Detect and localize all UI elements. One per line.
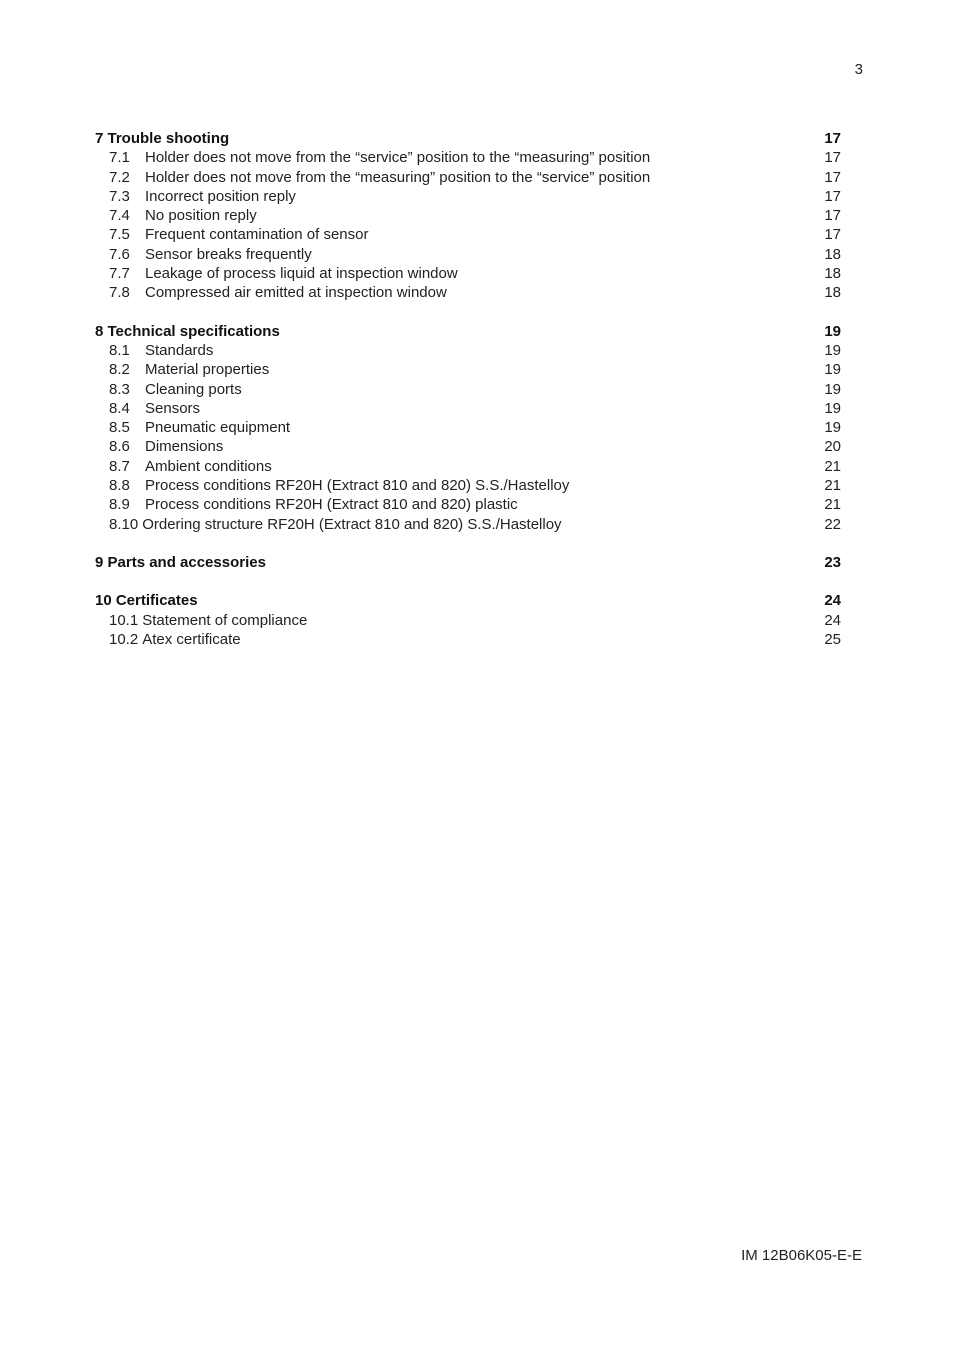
toc-entry-page: 18 xyxy=(824,265,841,283)
toc-entry[interactable] xyxy=(95,283,841,302)
toc-entry-page: 19 xyxy=(824,380,841,398)
toc-heading[interactable] xyxy=(95,322,841,341)
toc-entry[interactable] xyxy=(95,476,841,495)
toc-heading-title: 8 Technical specifications xyxy=(95,322,280,340)
toc-entry[interactable] xyxy=(95,418,841,437)
toc-entry-title: Standards xyxy=(145,341,214,359)
toc-entry[interactable] xyxy=(95,148,841,167)
toc-entry-page: 19 xyxy=(824,419,841,437)
toc-entry-title: No position reply xyxy=(145,207,257,225)
toc-entry[interactable] xyxy=(95,341,841,360)
toc-entry-number: 8.7 xyxy=(109,457,130,475)
toc-entry[interactable] xyxy=(95,611,841,630)
toc-entry[interactable] xyxy=(95,187,841,206)
toc-entry-title: Frequent contamination of sensor xyxy=(145,226,369,244)
toc-heading[interactable] xyxy=(95,553,841,572)
toc-entry-number: 7.3 xyxy=(109,187,130,205)
toc-entry-page: 18 xyxy=(824,284,841,302)
toc-section xyxy=(95,322,841,534)
toc-entry-number: 7.7 xyxy=(109,265,130,283)
document-code: IM 12B06K05-E-E xyxy=(741,1247,862,1264)
toc-entry-title: Atex certificate xyxy=(142,630,241,648)
toc-entry-number: 7.4 xyxy=(109,207,130,225)
toc-entry-title: Process conditions RF20H (Extract 810 and 820) plastic xyxy=(145,496,518,514)
toc-entry-page: 20 xyxy=(824,438,841,456)
toc-heading[interactable] xyxy=(95,591,841,610)
toc-entry-page: 25 xyxy=(824,630,841,648)
toc-entry-title: Incorrect position reply xyxy=(145,187,296,205)
toc-entry[interactable] xyxy=(95,206,841,225)
toc-entry-page: 17 xyxy=(824,149,841,167)
toc-entry-page: 21 xyxy=(824,496,841,514)
toc-entry-number: 10.2 xyxy=(109,630,139,648)
toc-entry[interactable] xyxy=(95,399,841,418)
toc-entry-number: 8.2 xyxy=(109,361,130,379)
toc-entry-number: 8.6 xyxy=(109,438,130,456)
toc-entry-page: 24 xyxy=(824,611,841,629)
toc-entry-title: Compressed air emitted at inspection window xyxy=(145,284,447,302)
toc-entry[interactable] xyxy=(95,495,841,514)
toc-entry-number: 8.9 xyxy=(109,496,130,514)
toc-entry[interactable] xyxy=(95,225,841,244)
toc-entry[interactable] xyxy=(95,437,841,456)
toc-entry-page: 19 xyxy=(824,361,841,379)
toc-entry[interactable] xyxy=(95,168,841,187)
toc-heading[interactable] xyxy=(95,129,841,148)
toc-entry-number: 8.10 xyxy=(109,515,139,533)
toc-heading-page: 19 xyxy=(824,322,841,340)
toc-entry[interactable] xyxy=(95,380,841,399)
toc-heading-page: 24 xyxy=(824,592,841,610)
page-number: 3 xyxy=(854,61,863,78)
toc-entry[interactable] xyxy=(95,264,841,283)
toc-section xyxy=(95,591,841,649)
toc-entry-number: 7.2 xyxy=(109,168,130,186)
toc-entry-title: Leakage of process liquid at inspection window xyxy=(145,265,458,283)
toc-entry[interactable] xyxy=(95,360,841,379)
toc-heading-title: 10 Certificates xyxy=(95,592,198,610)
toc-entry-title: Pneumatic equipment xyxy=(145,419,291,437)
toc-section xyxy=(95,553,841,572)
toc-entry-number: 8.8 xyxy=(109,477,130,495)
toc-entry-title: Sensor breaks frequently xyxy=(145,245,312,263)
toc-entry-title: Holder does not move from the “service” position to the “measuring” position xyxy=(145,149,651,167)
toc-entry-number: 8.3 xyxy=(109,380,130,398)
toc-entry-number: 7.6 xyxy=(109,245,130,263)
toc-entry-title: Sensors xyxy=(145,399,201,417)
toc-entry-title: Dimensions xyxy=(145,438,224,456)
toc-entry-title: Process conditions RF20H (Extract 810 and 820) S.S./Hastelloy xyxy=(145,477,570,495)
toc-entry-page: 19 xyxy=(824,341,841,359)
table-of-contents xyxy=(95,129,841,668)
toc-entry-number: 7.5 xyxy=(109,226,130,244)
toc-section xyxy=(95,129,841,303)
toc-entry-page: 18 xyxy=(824,245,841,263)
toc-entry-page: 22 xyxy=(824,515,841,533)
toc-heading-title: 7 Trouble shooting xyxy=(95,130,230,147)
toc-entry-number: 7.8 xyxy=(109,284,130,302)
toc-heading-page: 23 xyxy=(824,553,841,571)
toc-entry-title: Statement of compliance xyxy=(142,611,308,629)
toc-heading-title: 9 Parts and accessories xyxy=(95,553,266,571)
toc-entry-title: Material properties xyxy=(145,361,270,379)
toc-entry-number: 8.1 xyxy=(109,341,130,359)
toc-entry-page: 17 xyxy=(824,168,841,186)
toc-entry-page: 21 xyxy=(824,457,841,475)
toc-entry-number: 7.1 xyxy=(109,149,130,167)
toc-entry-page: 19 xyxy=(824,399,841,417)
toc-entry[interactable] xyxy=(95,515,841,534)
toc-heading-page: 17 xyxy=(824,130,841,147)
toc-entry[interactable] xyxy=(95,630,841,649)
toc-entry[interactable] xyxy=(95,457,841,476)
toc-entry-title: Ambient conditions xyxy=(145,457,272,475)
toc-entry-page: 17 xyxy=(824,207,841,225)
toc-entry[interactable] xyxy=(95,245,841,264)
toc-entry-number: 8.4 xyxy=(109,399,130,417)
toc-entry-page: 17 xyxy=(824,187,841,205)
toc-entry-page: 17 xyxy=(824,226,841,244)
toc-entry-page: 21 xyxy=(824,477,841,495)
toc-entry-title: Cleaning ports xyxy=(145,380,242,398)
toc-entry-number: 10.1 xyxy=(109,611,139,629)
toc-entry-number: 8.5 xyxy=(109,419,130,437)
toc-entry-title: Holder does not move from the “measuring” position to the “service” position xyxy=(145,168,651,186)
toc-entry-title: Ordering structure RF20H (Extract 810 and 820) S.S./Hastelloy xyxy=(142,515,562,533)
